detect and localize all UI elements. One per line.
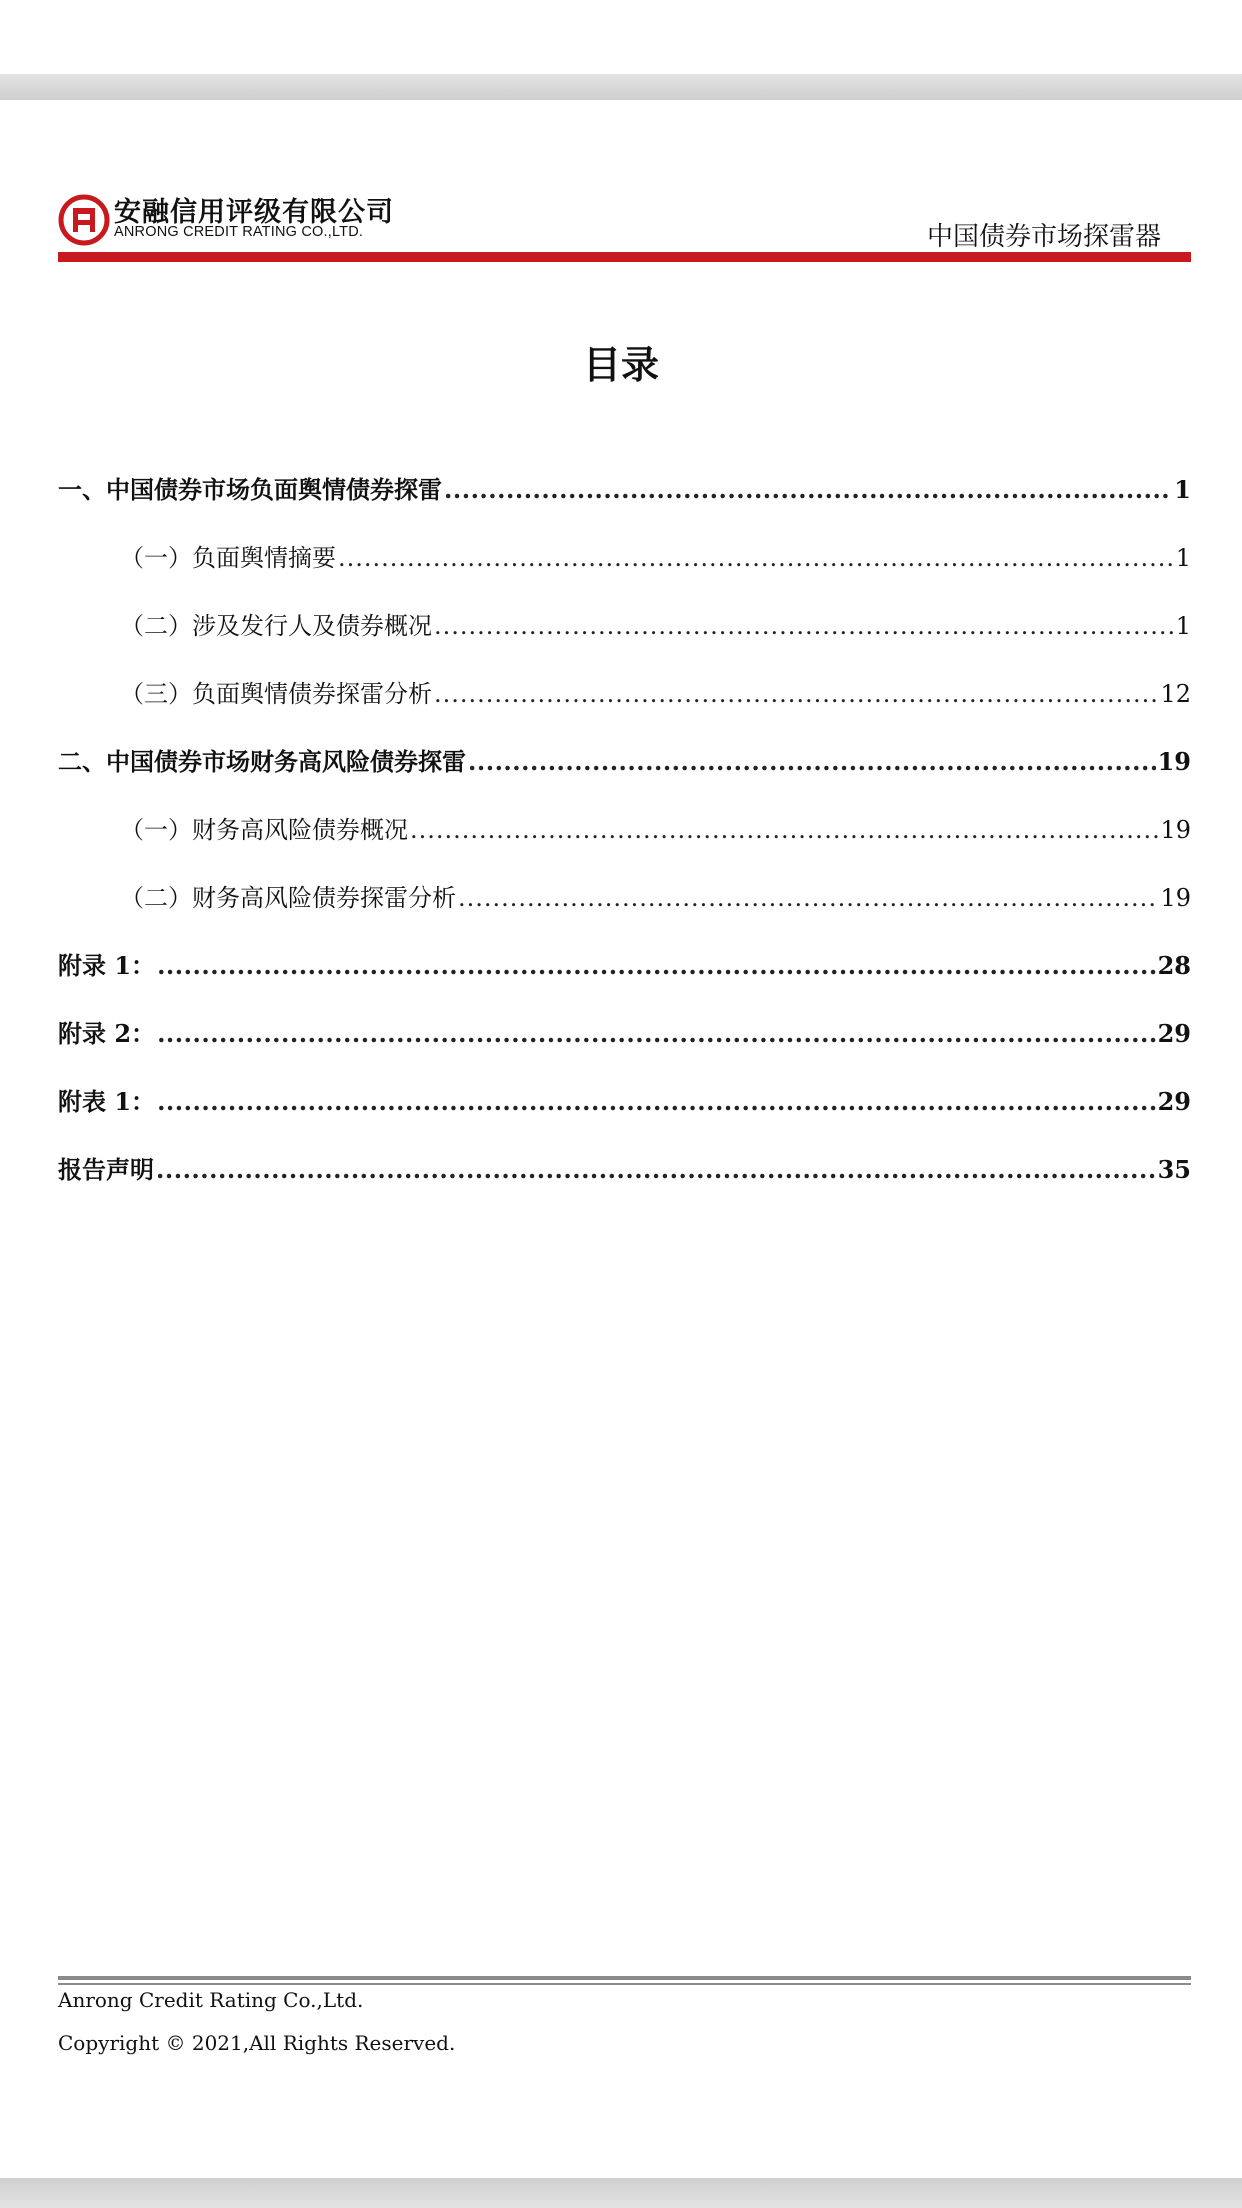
toc-entry-page: 1 <box>1175 612 1191 640</box>
toc-entry-label: 二、中国债券市场财务高风险债券探雷 <box>58 747 466 776</box>
toc-entry-page: 1 <box>1175 544 1191 572</box>
toc-entry-label: （一）负面舆情摘要 <box>120 544 336 572</box>
toc-title: 目录 <box>582 343 659 387</box>
toc-entry-page: 29 <box>1157 1087 1191 1116</box>
toc-entry-disclaimer[interactable] <box>58 1150 1191 1190</box>
toc-leader-dots <box>434 612 1174 640</box>
toc-entry-section-1-3[interactable] <box>58 674 1191 714</box>
company-name-cn: 安融信用评级有限公司 <box>114 197 394 228</box>
toc-entry-appendix-1[interactable] <box>58 946 1191 986</box>
toc-leader-dots <box>157 951 1156 980</box>
toc-entry-section-1[interactable] <box>58 470 1191 510</box>
anrong-logo-icon <box>58 194 110 246</box>
toc-entry-page: 1 <box>1174 475 1191 504</box>
page-gap-top <box>0 74 1242 100</box>
toc-leader-dots <box>458 884 1158 912</box>
company-name-en: ANRONG CREDIT RATING CO.,LTD. <box>114 224 364 240</box>
footer-rule-thick <box>58 1976 1191 1980</box>
toc-entry-section-2-1[interactable] <box>58 810 1191 850</box>
toc-entry-page: 35 <box>1157 1155 1191 1184</box>
toc-leader-dots <box>444 475 1172 504</box>
toc-leader-dots <box>338 544 1174 572</box>
toc-entry-appendix-2[interactable] <box>58 1014 1191 1054</box>
toc-leader-dots <box>156 1155 1156 1184</box>
toc-entry-label: （三）负面舆情债券探雷分析 <box>120 680 432 708</box>
report-title: 中国债券市场探雷器 <box>926 222 1161 252</box>
toc-entry-page: 29 <box>1157 1019 1191 1048</box>
toc-leader-dots <box>468 747 1156 776</box>
toc-entry-label: （一）财务高风险债券概况 <box>120 816 408 844</box>
toc-entry-label: 附表 1： <box>58 1087 156 1116</box>
header-rule <box>58 252 1191 262</box>
toc-entry-label: 报告声明 <box>58 1155 154 1184</box>
toc-entry-label: 附录 2： <box>58 1019 156 1048</box>
toc-entry-page: 19 <box>1160 816 1191 844</box>
footer-company: Anrong Credit Rating Co.,Ltd. <box>58 1988 364 2012</box>
toc-entry-page: 28 <box>1157 951 1191 980</box>
page-gap-bottom <box>0 2178 1242 2208</box>
toc-entry-section-2-2[interactable] <box>58 878 1191 918</box>
toc-entry-page: 19 <box>1157 747 1191 776</box>
toc-entry-label: 附录 1： <box>58 951 156 980</box>
toc-entry-schedule-1[interactable] <box>58 1082 1191 1122</box>
toc-leader-dots <box>157 1087 1156 1116</box>
toc-entry-label: （二）涉及发行人及债券概况 <box>120 612 432 640</box>
toc-leader-dots <box>410 816 1158 844</box>
toc-entry-section-1-2[interactable] <box>58 606 1191 646</box>
viewer-top-band <box>0 0 1242 102</box>
footer-rule-thin <box>58 1983 1191 1985</box>
toc-entry-label: 一、中国债券市场负面舆情债券探雷 <box>58 475 442 504</box>
toc-entry-label: （二）财务高风险债券探雷分析 <box>120 884 456 912</box>
toc-entry-section-1-1[interactable] <box>58 538 1191 578</box>
toc-entry-section-2[interactable] <box>58 742 1191 782</box>
toc-entry-page: 19 <box>1160 884 1191 912</box>
toc-entry-page: 12 <box>1160 680 1191 708</box>
footer-copyright: Copyright © 2021,All Rights Reserved. <box>58 2031 456 2055</box>
toc-leader-dots <box>434 680 1158 708</box>
toc-leader-dots <box>157 1019 1156 1048</box>
